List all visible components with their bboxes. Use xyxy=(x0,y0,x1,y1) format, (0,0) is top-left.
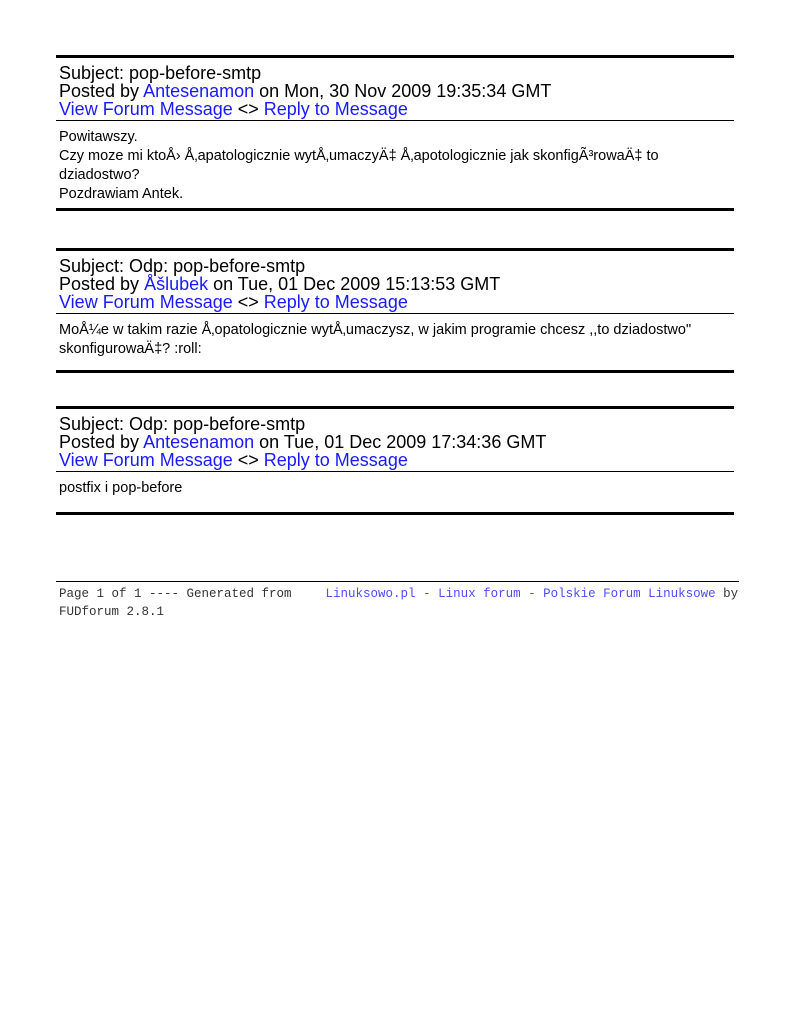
author-link[interactable]: Antesenamon xyxy=(143,81,255,101)
message-header xyxy=(56,409,734,469)
forum-message xyxy=(56,406,734,515)
actions-separator: <> xyxy=(232,99,264,119)
message-body-line: Czy moze mi ktoÅ› Å‚apatologicznie wytÅ‚umaczyÄ‡ Å‚apotologicznie jak skonfigÃ³rowaÄ‡ to dziadostwo? xyxy=(59,148,659,183)
message-body xyxy=(56,472,734,512)
message-header xyxy=(56,251,734,311)
posted-by-label: Posted by xyxy=(59,432,144,452)
posted-by-label: Posted by xyxy=(59,274,145,294)
page-footer xyxy=(56,581,739,621)
message-subject: Subject: Odp: pop-before-smtp xyxy=(59,256,306,276)
reply-to-message-link[interactable]: Reply to Message xyxy=(263,99,408,119)
message-bottom-rule xyxy=(56,370,734,373)
forum-message xyxy=(56,55,734,211)
author-link[interactable]: Antesenamon xyxy=(143,432,255,452)
message-posted-by xyxy=(59,275,734,293)
message-subject: Subject: pop-before-smtp xyxy=(59,63,262,83)
author-link[interactable]: Åšlubek xyxy=(144,274,209,294)
message-body-line: Powitawszy. xyxy=(59,129,138,145)
reply-to-message-link[interactable]: Reply to Message xyxy=(263,292,408,312)
message-body-line: MoÅ¼e w takim razie Å‚opatologicznie wytÅ‚umaczysz, w jakim programie chcesz ,,to dziadostwo" skonfigurowaÄ‡? :roll: xyxy=(59,322,692,357)
message-header xyxy=(56,58,734,118)
footer-engine-text: by FUDforum 2.8.1 xyxy=(59,587,739,619)
message-bottom-rule xyxy=(56,208,734,211)
message-date: on Tue, 01 Dec 2009 15:13:53 GMT xyxy=(208,274,501,294)
posted-by-label: Posted by xyxy=(59,81,144,101)
reply-to-message-link[interactable]: Reply to Message xyxy=(263,450,408,470)
forum-home-link[interactable]: Linuksowo.pl - Linux forum - Polskie Forum Linuksowe xyxy=(325,587,716,601)
actions-separator: <> xyxy=(232,450,264,470)
message-body-line: postfix i pop-before xyxy=(59,480,183,496)
footer-generated-text: Page 1 of 1 ---- Generated from xyxy=(59,587,292,601)
message-actions xyxy=(59,100,734,118)
message-posted-by xyxy=(59,82,734,100)
message-bottom-rule xyxy=(56,512,734,515)
view-forum-message-link[interactable]: View Forum Message xyxy=(59,292,233,312)
view-forum-message-link[interactable]: View Forum Message xyxy=(59,450,233,470)
message-body xyxy=(56,121,734,208)
message-actions xyxy=(59,451,734,469)
message-actions xyxy=(59,293,734,311)
message-posted-by xyxy=(59,433,734,451)
actions-separator: <> xyxy=(232,292,264,312)
message-body-line: Pozdrawiam Antek. xyxy=(59,186,184,202)
message-body xyxy=(56,314,734,370)
message-date: on Mon, 30 Nov 2009 19:35:34 GMT xyxy=(254,81,552,101)
view-forum-message-link[interactable]: View Forum Message xyxy=(59,99,233,119)
message-subject: Subject: Odp: pop-before-smtp xyxy=(59,414,306,434)
forum-message xyxy=(56,248,734,373)
message-date: on Tue, 01 Dec 2009 17:34:36 GMT xyxy=(254,432,547,452)
